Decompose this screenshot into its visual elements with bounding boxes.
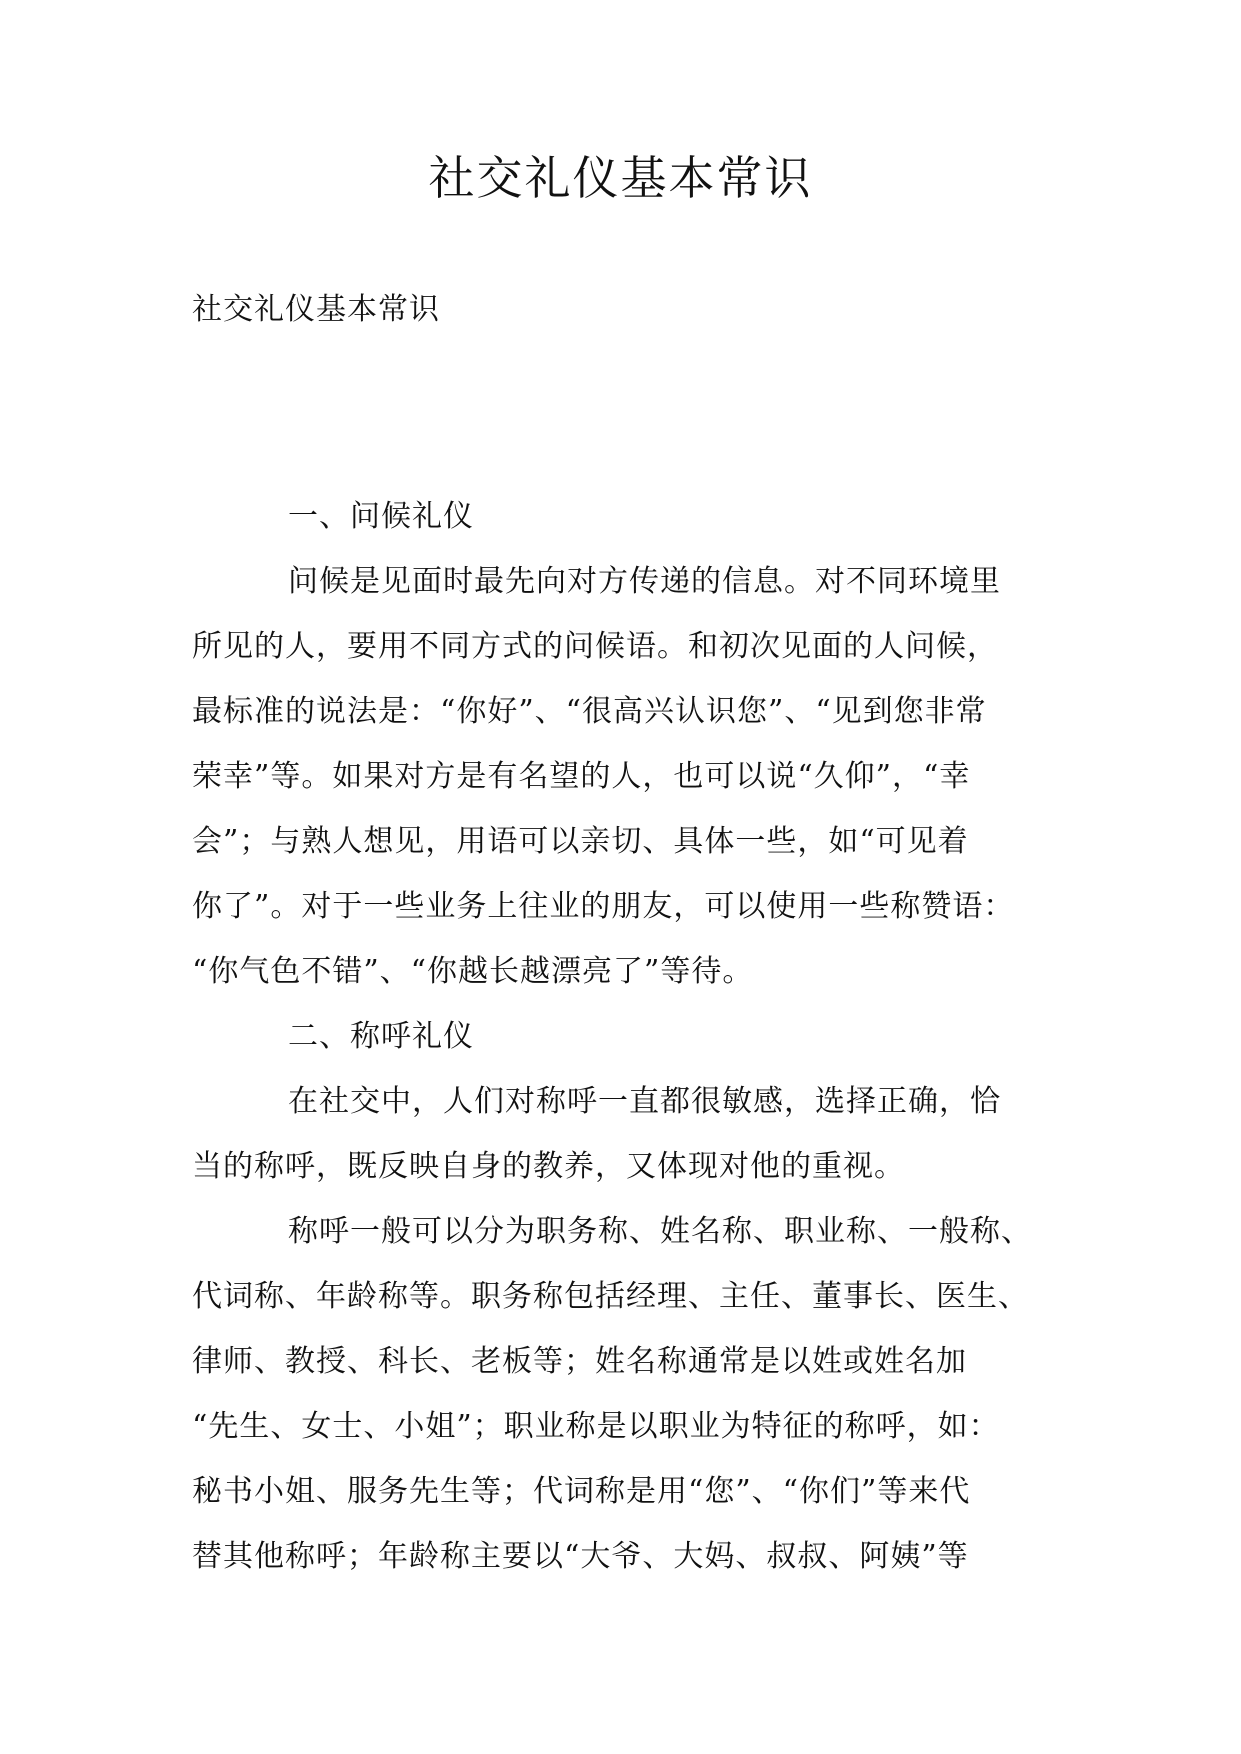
document-body xyxy=(192,484,1058,1589)
paragraph-line: 代词称、年龄称等。职务称包括经理、主任、董事长、医生、 xyxy=(192,1279,1029,1314)
paragraph-line: 问候是见面时最先向对方传递的信息。对不同环境里 xyxy=(288,564,1001,599)
page-title: 社交礼仪基本常识 xyxy=(428,151,813,205)
paragraph-line: 当的称呼，既反映自身的教养，又体现对他的重视。 xyxy=(192,1149,905,1184)
paragraph-line: 秘书小姐、服务先生等；代词称是用“您”、“你们”等来代 xyxy=(192,1474,971,1509)
paragraph-line: 所见的人，要用不同方式的问候语。和初次见面的人问候， xyxy=(192,629,998,664)
document-subtitle: 社交礼仪基本常识 xyxy=(192,292,440,327)
section-heading: 一、问候礼仪 xyxy=(288,499,474,534)
paragraph-line: “你气色不错”、“你越长越漂亮了”等待。 xyxy=(192,954,754,989)
paragraph-line: 律师、教授、科长、老板等；姓名称通常是以姓或姓名加 xyxy=(192,1344,967,1379)
paragraph-line: 荣幸”等。如果对方是有名望的人，也可以说“久仰”，“幸 xyxy=(192,759,971,794)
paragraph-line: “先生、女士、小姐”；职业称是以职业为特征的称呼，如： xyxy=(192,1409,1000,1444)
paragraph-line: 替其他称呼；年龄称主要以“大爷、大妈、叔叔、阿姨”等 xyxy=(192,1539,969,1574)
paragraph-line: 你了”。对于一些业务上往业的朋友，可以使用一些称赞语： xyxy=(192,889,1015,924)
paragraph-line: 称呼一般可以分为职务称、姓名称、职业称、一般称、 xyxy=(288,1214,1032,1249)
section-heading: 二、称呼礼仪 xyxy=(288,1019,474,1054)
paragraph-line: 在社交中，人们对称呼一直都很敏感，选择正确，恰 xyxy=(288,1084,1001,1119)
paragraph-line: 最标准的说法是：“你好”、“很高兴认识您”、“见到您非常 xyxy=(192,694,987,729)
paragraph-line: 会”；与熟人想见，用语可以亲切、具体一些，如“可见着 xyxy=(192,824,969,859)
